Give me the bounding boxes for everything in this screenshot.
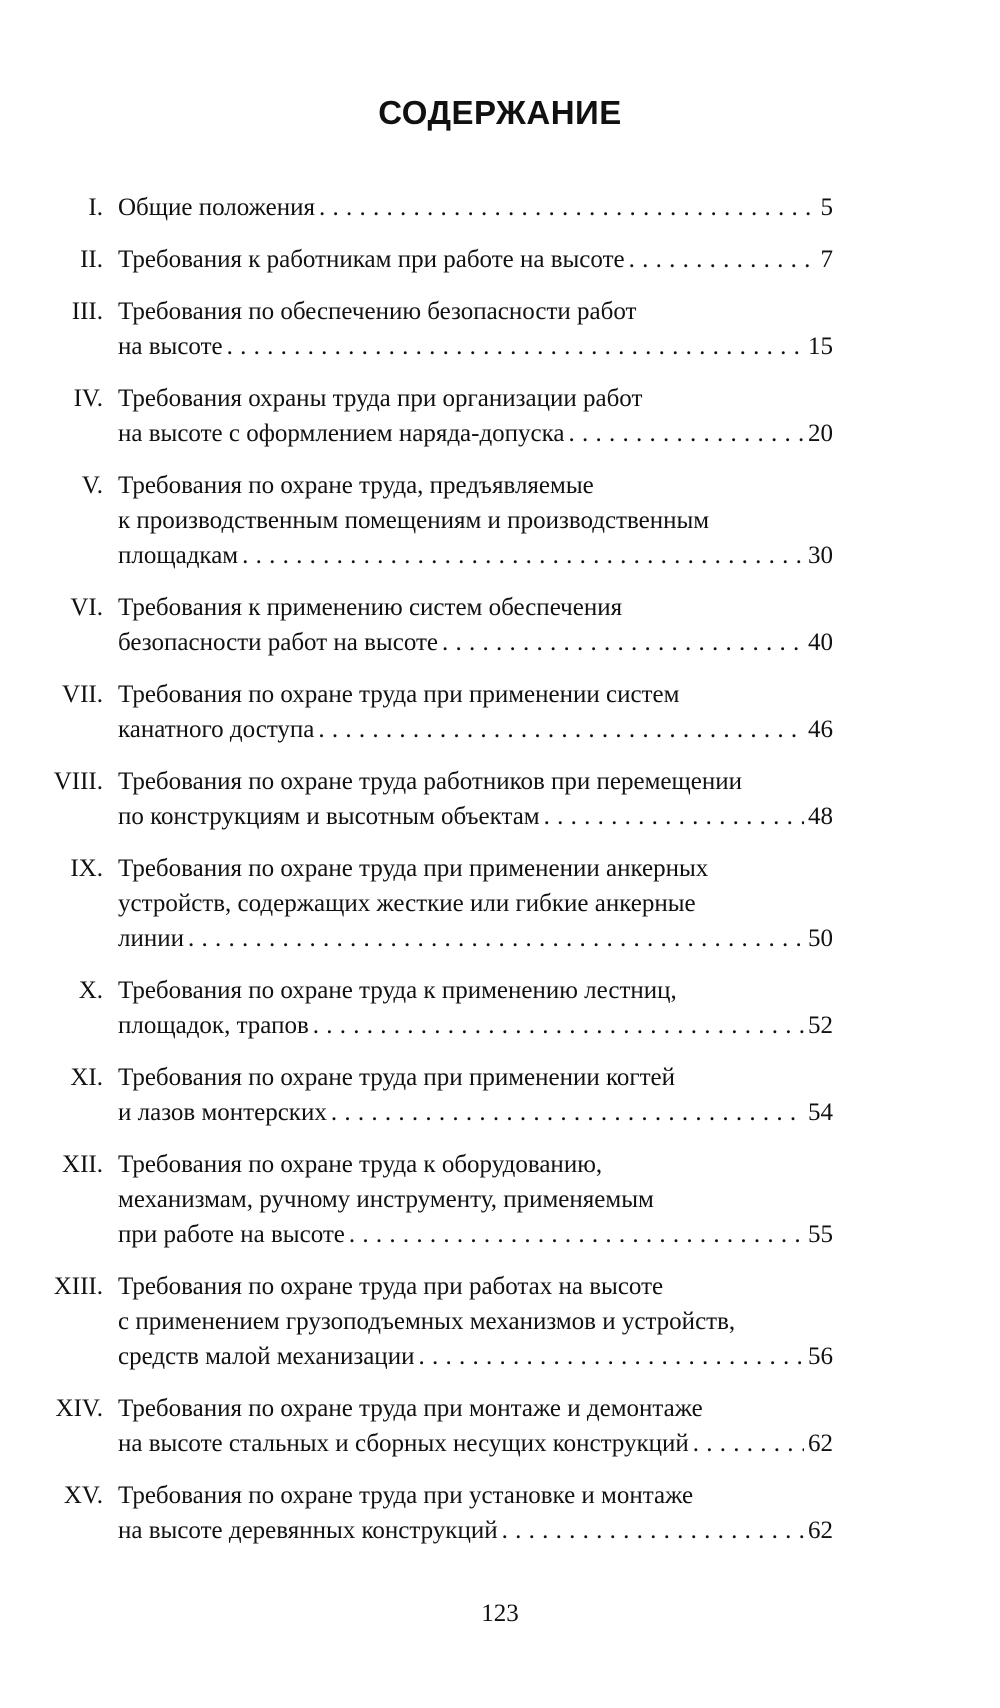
toc-entry-number: X. — [78, 977, 103, 1004]
toc-entry-page: 50 — [808, 925, 833, 952]
toc-entry-number: VII. — [62, 681, 103, 708]
toc-entry-title-line: безопасности работ на высоте — [118, 629, 439, 656]
toc-entry — [0, 294, 1000, 364]
dot-leader — [331, 1095, 804, 1130]
toc-entry — [0, 1147, 1000, 1252]
toc-entry-number: XV. — [63, 1482, 103, 1509]
toc-entry-page: 48 — [808, 803, 833, 830]
toc-entry-page: 7 — [820, 246, 833, 273]
toc-entry — [0, 764, 1000, 834]
dot-leader — [502, 1513, 804, 1548]
toc-entry-page: 5 — [820, 194, 833, 221]
toc-entry-final-line — [118, 242, 833, 277]
toc-entry-title-line: Требования по охране труда при работах на высоте — [118, 1273, 664, 1300]
toc-entry-body — [118, 381, 833, 451]
toc-entry-body — [118, 468, 833, 573]
toc-entry — [0, 1478, 1000, 1548]
dot-leader — [349, 1217, 804, 1252]
page-title: СОДЕРЖАНИЕ — [378, 94, 622, 131]
toc-entry-body — [118, 294, 833, 364]
toc-entry-final-line — [118, 1095, 833, 1130]
toc-entry — [0, 381, 1000, 451]
dot-leader — [227, 329, 804, 364]
toc-entry-page: 62 — [808, 1517, 833, 1544]
toc-entry-title-line: средств малой механизации — [118, 1343, 415, 1370]
toc-entry-body — [118, 851, 833, 956]
toc-entry-title-line: Общие положения — [118, 194, 315, 221]
toc-entry-title-line: Требования по охране труда к применению лестниц, — [118, 977, 677, 1004]
toc-entry-title-line: на высоте с оформлением наряда-допуска — [118, 420, 565, 447]
dot-leader — [313, 1008, 804, 1043]
toc-entry-title-line: Требования к применению систем обеспечения — [118, 594, 623, 621]
toc-entry-title-line: канатного доступа — [118, 716, 315, 743]
toc-entry-number: XI. — [70, 1064, 103, 1091]
toc-entry — [0, 242, 1000, 277]
toc-entry-body — [118, 677, 833, 747]
toc-entry-title-line: при работе на высоте — [118, 1221, 345, 1248]
toc-entry-page: 30 — [808, 542, 833, 569]
toc-entry-page: 54 — [808, 1099, 833, 1126]
toc-entry-number: IV. — [73, 385, 103, 412]
toc-entry — [0, 973, 1000, 1043]
toc-entry-body — [118, 973, 833, 1043]
dot-leader — [544, 799, 804, 834]
toc-entry-body — [118, 1391, 833, 1461]
toc-entry-title-line: с применением грузоподъемных механизмов и устройств, — [118, 1308, 736, 1335]
toc-entry-title-line: и лазов монтерских — [118, 1099, 327, 1126]
toc-entry-number: VIII. — [53, 768, 103, 795]
toc-entry-final-line — [118, 190, 833, 225]
toc-entry-number: II. — [80, 246, 103, 273]
toc-entry-page: 15 — [808, 333, 833, 360]
dot-leader — [318, 712, 804, 747]
toc-entry-page: 55 — [808, 1221, 833, 1248]
dot-leader — [442, 625, 804, 660]
toc-entry-title-line: Требования по охране труда при монтаже и демонтаже — [118, 1395, 703, 1422]
toc-entry — [0, 1269, 1000, 1374]
toc-entry-page: 20 — [808, 420, 833, 447]
toc-entry-page: 40 — [808, 629, 833, 656]
toc-entry-final-line — [118, 1339, 833, 1374]
toc-entry-final-line — [118, 625, 833, 660]
toc-entry-number: XIII. — [53, 1273, 103, 1300]
toc-entry — [0, 190, 1000, 225]
toc-entry-body — [118, 590, 833, 660]
toc-entry-body — [118, 1478, 833, 1548]
dot-leader — [629, 242, 817, 277]
toc-entry-final-line — [118, 329, 833, 364]
toc-entry-title-line: Требования к работникам при работе на высоте — [118, 246, 625, 273]
toc-entry-page: 62 — [808, 1430, 833, 1457]
toc-entry-title-line: на высоте деревянных конструкций — [118, 1517, 498, 1544]
toc-entry-final-line — [118, 1217, 833, 1252]
toc-entry-final-line — [118, 416, 833, 451]
toc-entry-final-line — [118, 921, 833, 956]
toc-entry-title-line: механизмам, ручному инструменту, применяемым — [118, 1186, 654, 1213]
toc-entry-final-line — [118, 799, 833, 834]
toc-entry — [0, 1391, 1000, 1461]
dot-leader — [418, 1339, 804, 1374]
dot-leader — [242, 538, 804, 573]
toc-entry — [0, 677, 1000, 747]
toc-entry-title-line: на высоте — [118, 333, 223, 360]
toc-entry-number: XII. — [62, 1151, 103, 1178]
toc-entry-title-line: устройств, содержащих жесткие или гибкие анкерные — [118, 890, 696, 917]
toc-entry-body — [118, 1269, 833, 1374]
dot-leader — [569, 416, 804, 451]
toc-entry-title-line: Требования по охране труда при применении анкерных — [118, 855, 709, 882]
toc-entry-body — [118, 242, 833, 277]
toc-entry-final-line — [118, 538, 833, 573]
toc-entry-page: 56 — [808, 1343, 833, 1370]
toc-entry-final-line — [118, 1008, 833, 1043]
toc-entry-body — [118, 1147, 833, 1252]
toc-entry-page: 52 — [808, 1012, 833, 1039]
page-number: 123 — [481, 1600, 519, 1627]
toc-entry-final-line — [118, 1513, 833, 1548]
toc-entry-title-line: по конструкциям и высотным объектам — [118, 803, 540, 830]
toc-entry-title-line: Требования по охране труда при применении когтей — [118, 1064, 676, 1091]
toc-entry-title-line: площадкам — [118, 542, 239, 569]
toc-entry-title-line: Требования по охране труда при установке и монтаже — [118, 1482, 694, 1509]
toc-entry-number: V. — [81, 472, 103, 499]
toc-entry-body — [118, 764, 833, 834]
toc-entry-title-line: Требования по охране труда, предъявляемые — [118, 472, 594, 499]
toc-entry-title-line: Требования по охране труда работников при перемещении — [118, 768, 743, 795]
toc-entry-title-line: Требования по охране труда к оборудованию, — [118, 1151, 603, 1178]
toc-entry-page: 46 — [808, 716, 833, 743]
table-of-contents — [0, 190, 1000, 1565]
toc-entry-body — [118, 190, 833, 225]
toc-entry-body — [118, 1060, 833, 1130]
toc-entry — [0, 1060, 1000, 1130]
toc-entry — [0, 590, 1000, 660]
toc-entry-number: VI. — [70, 594, 103, 621]
toc-entry-title-line: Требования по охране труда при применении систем — [118, 681, 680, 708]
toc-entry-title-line: Требования по обеспечению безопасности работ — [118, 298, 637, 325]
toc-entry-number: IX. — [70, 855, 103, 882]
toc-entry-title-line: линии — [118, 925, 184, 952]
toc-entry-title-line: к производственным помещениям и производственным — [118, 507, 710, 534]
toc-entry-final-line — [118, 712, 833, 747]
toc-entry-number: I. — [88, 194, 103, 221]
toc-entry-title-line: Требования охраны труда при организации работ — [118, 385, 643, 412]
toc-entry — [0, 468, 1000, 573]
dot-leader — [693, 1426, 804, 1461]
dot-leader — [319, 190, 817, 225]
dot-leader — [188, 921, 804, 956]
toc-entry-title-line: площадок, трапов — [118, 1012, 309, 1039]
toc-entry-number: III. — [71, 298, 103, 325]
toc-entry-number: XIV. — [55, 1395, 103, 1422]
toc-entry — [0, 851, 1000, 956]
toc-entry-final-line — [118, 1426, 833, 1461]
toc-entry-title-line: на высоте стальных и сборных несущих конструкций — [118, 1430, 689, 1457]
